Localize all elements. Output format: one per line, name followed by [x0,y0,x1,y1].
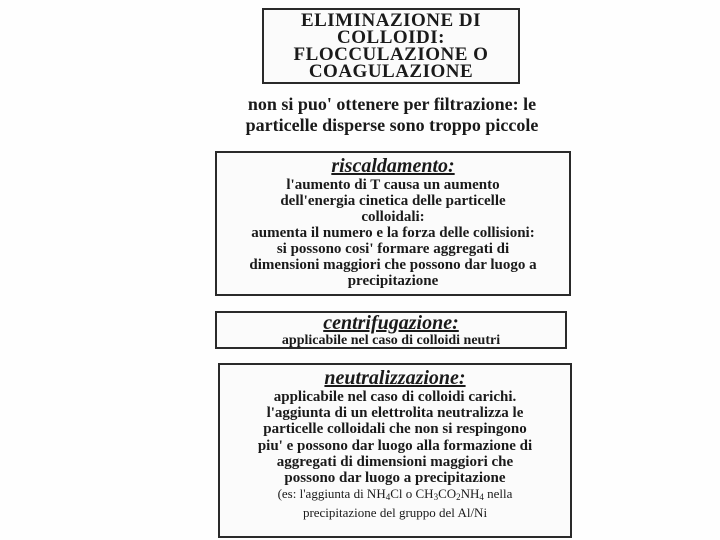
title-line: FLOCCULAZIONE O [293,44,489,65]
example-note-line2: precipitazione del gruppo del Al/Ni [302,505,488,521]
intro-line: particelle disperse sono troppo piccole [245,115,539,135]
section-line: aggregati di dimensioni maggiori che [276,453,514,470]
section-line: precipitazione [347,273,439,289]
intro-text [222,94,562,136]
intro-line: non si puo' ottenere per filtrazione: le [247,94,537,114]
section-line: l'aumento di T causa un aumento [286,177,500,193]
section-line: dimensioni maggiori che possono dar luogo a [249,257,537,273]
section-heading: neutralizzazione: [324,367,466,389]
section-heading: centrifugazione: [323,312,459,334]
section-centrifugazione [215,311,567,349]
title-box [262,8,520,84]
section-line: applicabile nel caso di colloidi carichi. [273,389,517,405]
section-riscaldamento [215,151,571,296]
title-line: COAGULAZIONE [308,61,474,82]
example-note: (es: l'aggiunta di $NH_4Cl$ o $CH_3CO_2NH_4$ nella [277,486,513,503]
section-line: applicabile nel caso di colloidi neutri [281,333,501,348]
section-line: piu' e possono dar luogo alla formazione di [257,437,533,454]
title-line: COLLOIDI: [337,27,445,48]
section-line: aumenta il numero e la forza delle collisioni: [251,225,535,241]
section-line: particelle colloidali che non si respingono [263,421,527,438]
section-line: si possono cosi' formare aggregati di [276,241,510,257]
section-line: colloidali: [361,209,425,225]
title-line: ELIMINAZIONE DI [300,10,482,31]
section-heading: riscaldamento: [331,155,455,177]
section-line: l'aggiunta di un elettrolita neutralizza le [266,405,524,422]
section-neutralizzazione [218,363,572,538]
section-line: dell'energia cinetica delle particelle [280,193,506,209]
section-line: possono dar luogo a precipitazione [284,470,506,487]
